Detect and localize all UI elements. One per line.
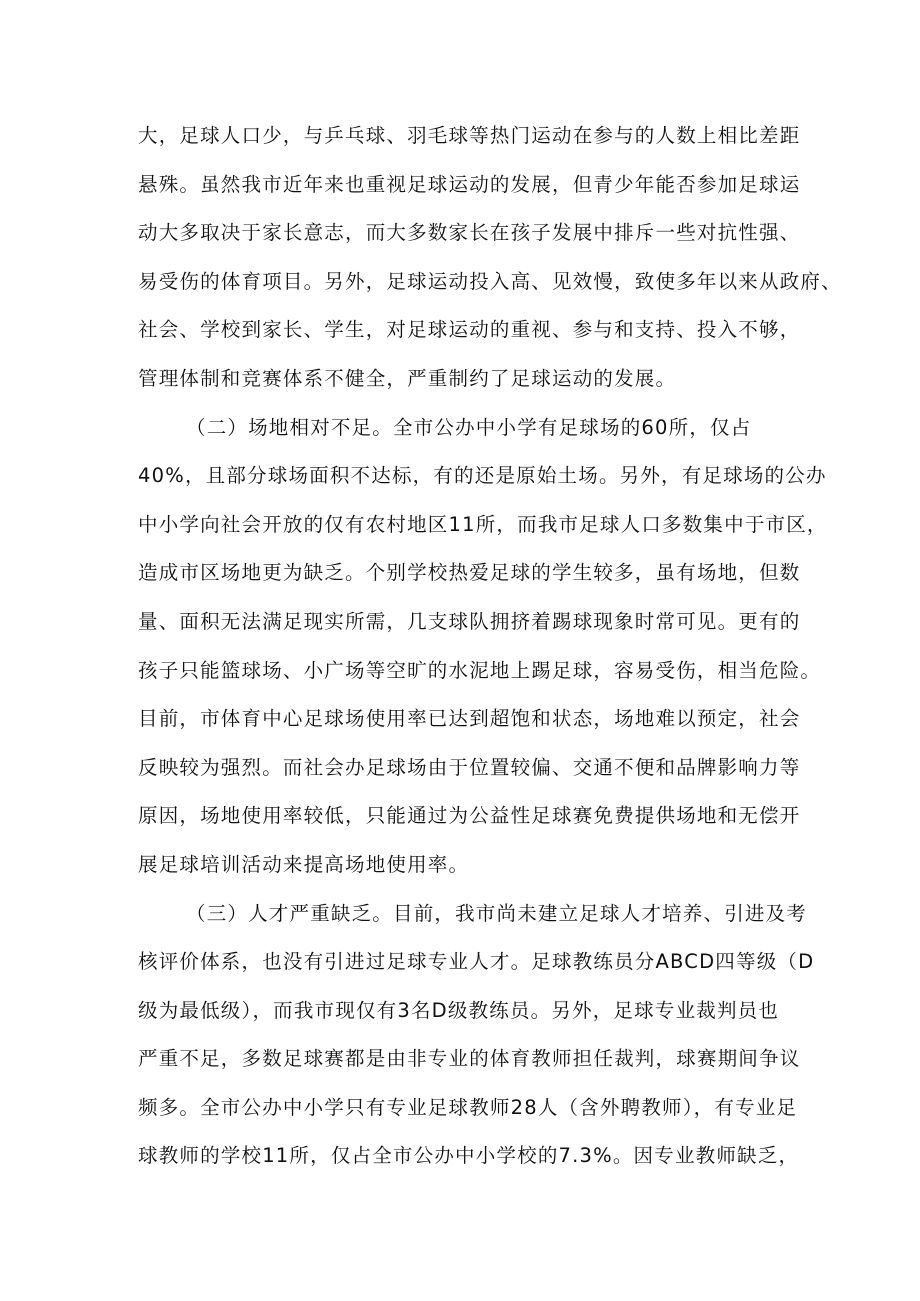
text-line: 反映较为强烈。而社会办足球场由于位置较偏、交通不便和品牌影响力等: [138, 755, 801, 779]
text-line: 孩子只能篮球场、小广场等空旷的水泥地上踢足球，容易受伤，相当危险。: [138, 658, 822, 682]
text-line: 原因，场地使用率较低，只能通过为公益性足球赛免费提供场地和无偿开: [138, 804, 801, 828]
text-line: 中小学向社会开放的仅有农村地区11所，而我市足球人口多数集中于市区，: [138, 512, 828, 536]
document-body: [138, 112, 842, 1181]
text-line: （二）场地相对不足。全市公办中小学有足球场的60所，仅占: [186, 415, 752, 439]
text-line: 动大多取决于家长意志，而大多数家长在孩子发展中排斥一些对抗性强、: [138, 221, 801, 245]
text-line: 目前，市体育中心足球场使用率已达到超饱和状态，场地难以预定，社会: [138, 707, 801, 731]
text-line: 展足球培训活动来提高场地使用率。: [138, 852, 470, 876]
text-line: （三）人才严重缺乏。目前，我市尚未建立足球人才培养、引进及考: [186, 901, 808, 925]
paragraph-3: [138, 890, 815, 1182]
text-line: 球教师的学校11所，仅占全市公办中小学校的7.3%。因专业教师缺乏，: [138, 1144, 800, 1168]
text-line: 易受伤的体育项目。另外，足球运动投入高、见效慢，致使多年以来从政府、: [138, 269, 842, 293]
text-line: 严重不足，多数足球赛都是由非专业的体育教师担任裁判，球赛期间争议: [138, 1047, 801, 1071]
text-line: 核评价体系，也没有引进过足球专业人才。足球教练员分ABCD四等级（D: [138, 950, 815, 974]
text-line: 频多。全市公办中小学只有专业足球教师28人（含外聘教师），有专业足: [138, 1095, 798, 1119]
text-line: 级为最低级），而我市现仅有3名D级教练员。另外，足球专业裁判员也: [138, 998, 780, 1022]
paragraph-1: [138, 112, 842, 404]
text-line: 管理体制和竞赛体系不健全，严重制约了足球运动的发展。: [138, 366, 677, 390]
text-line: 40%，且部分球场面积不达标，有的还是原始土场。另外，有足球场的公办: [138, 464, 827, 488]
paragraph-2: [138, 404, 828, 890]
text-line: 社会、学校到家长、学生，对足球运动的重视、参与和支持、投入不够，: [138, 318, 801, 342]
text-line: 造成市区场地更为缺乏。个别学校热爱足球的学生较多，虽有场地，但数: [138, 561, 801, 585]
text-line: 大，足球人口少，与乒乓球、羽毛球等热门运动在参与的人数上相比差距: [138, 124, 801, 147]
text-line: 量、面积无法满足现实所需，几支球队拥挤着踢球现象时常可见。更有的: [138, 609, 801, 633]
text-line: 悬殊。虽然我市近年来也重视足球运动的发展，但青少年能否参加足球运: [138, 172, 801, 196]
